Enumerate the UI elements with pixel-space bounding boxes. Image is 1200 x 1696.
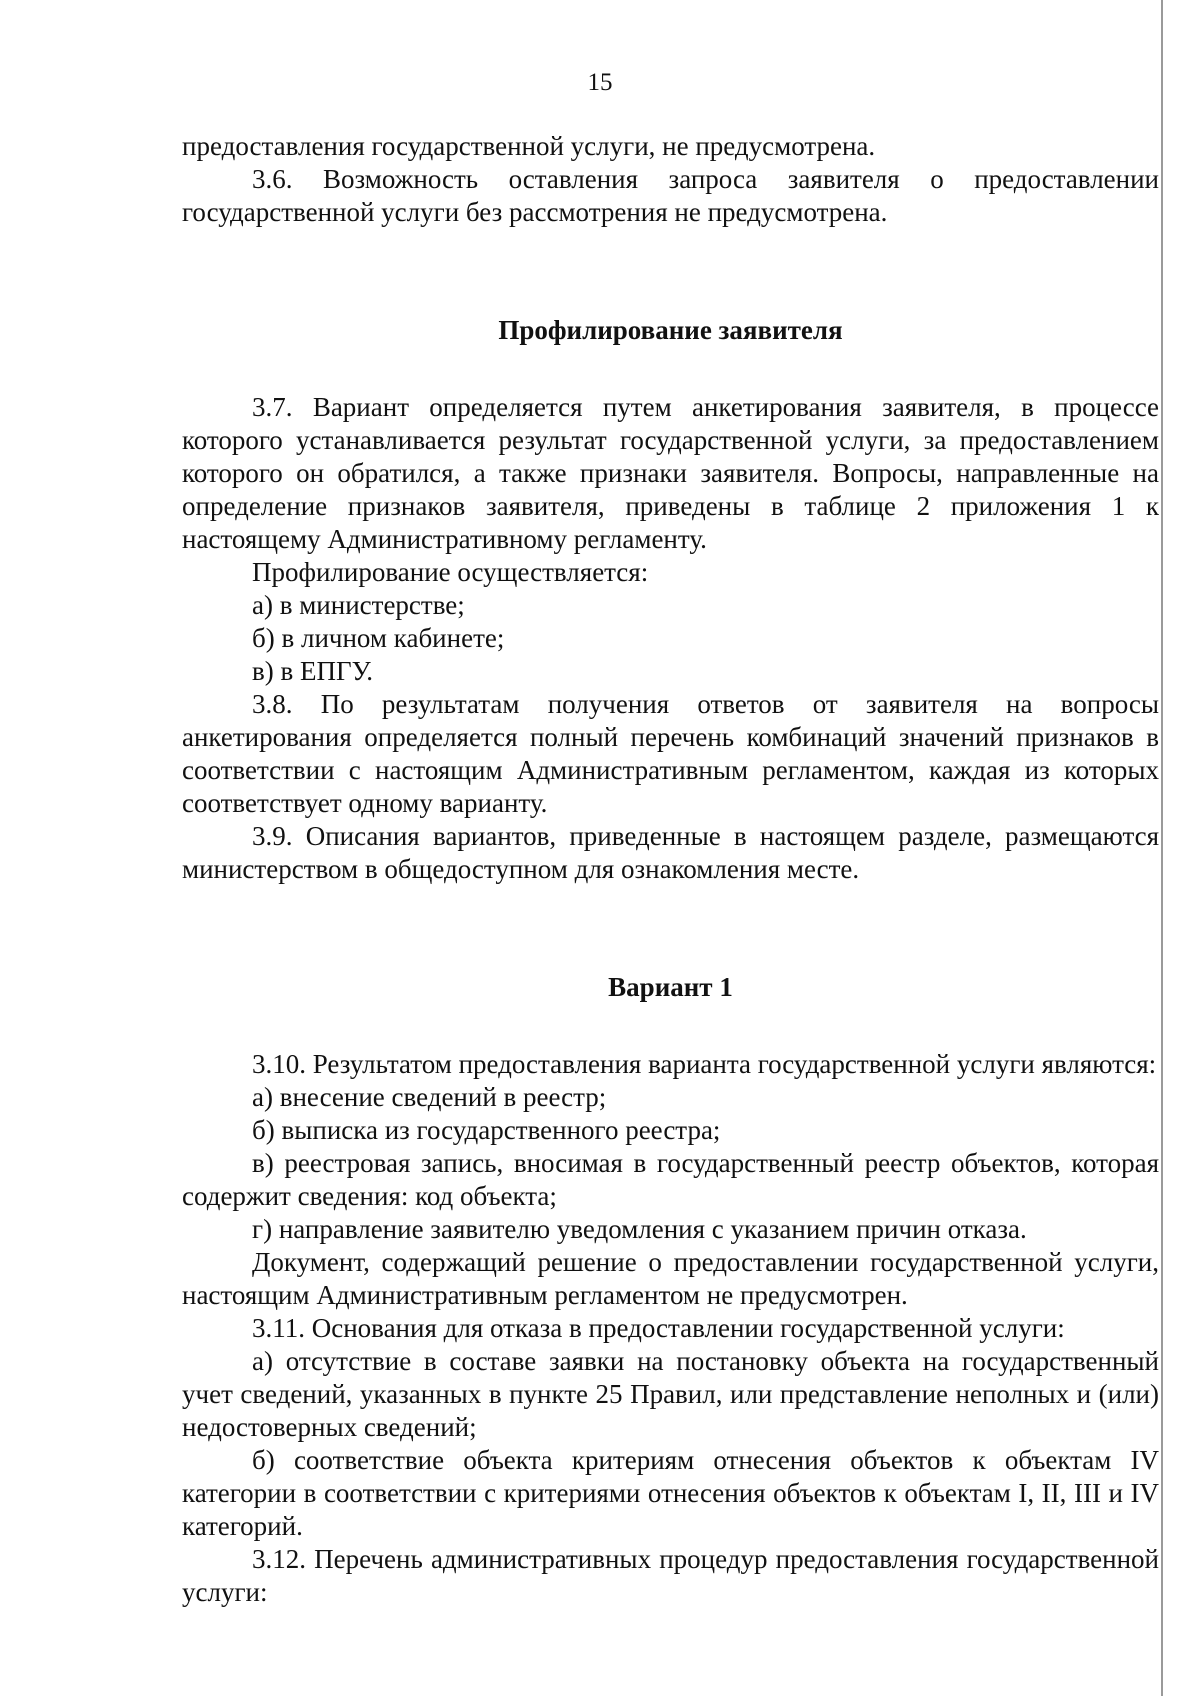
list-item: б) выписка из государственного реестра;: [252, 1115, 721, 1145]
page-number: 15: [587, 69, 613, 96]
paragraph: Профилирование осуществляется:: [252, 557, 649, 587]
paragraph: предоставления государственной услуги, не предусмотрена.: [182, 131, 876, 161]
list-item: а) отсутствие в составе заявки на постановку объекта на государственный учет сведений, указанных в пункте 25 Правил, или представление неполных и (или) недостоверных сведений;: [182, 1346, 1159, 1442]
scan-edge-line: [1161, 0, 1163, 1696]
list-item: б) в личном кабинете;: [252, 623, 505, 653]
paragraph: 3.7. Вариант определяется путем анкетирования заявителя, в процессе которого устанавливается результат государственной услуги, за предоставлением которого он обратился, а также признаки заявителя. Вопросы, направленные на определение признаков заявителя, приведены в таблице 2 приложения 1 к настоящему Административному регламенту.: [182, 392, 1159, 554]
list-item: в) реестровая запись, вносимая в государственный реестр объектов, которая содержит сведения: код объекта;: [182, 1148, 1159, 1211]
paragraph: 3.11. Основания для отказа в предоставлении государственной услуги:: [252, 1313, 1065, 1343]
paragraph: Документ, содержащий решение о предоставлении государственной услуги, настоящим Административным регламентом не предусмотрен.: [182, 1247, 1159, 1310]
list-item: г) направление заявителю уведомления с указанием причин отказа.: [252, 1214, 1027, 1244]
paragraph: 3.12. Перечень административных процедур предоставления государственной услуги:: [182, 1544, 1159, 1607]
section-heading-profiling: Профилирование заявителя: [498, 315, 843, 345]
paragraph: 3.9. Описания вариантов, приведенные в настоящем разделе, размещаются министерством в общедоступном для ознакомления месте.: [182, 821, 1159, 884]
list-item: а) в министерстве;: [252, 590, 465, 620]
section-heading-variant: Вариант 1: [608, 972, 733, 1002]
paragraph: 3.8. По результатам получения ответов от заявителя на вопросы анкетирования определяется полный перечень комбинаций значений признаков в соответствии с настоящим Административным регламентом, каждая из которых соответствует одному варианту.: [182, 689, 1159, 818]
paragraph: 3.10. Результатом предоставления варианта государственной услуги являются:: [252, 1049, 1157, 1079]
list-item: а) внесение сведений в реестр;: [252, 1082, 607, 1112]
list-item: б) соответствие объекта критериям отнесения объектов к объектам IV категории в соответствии с критериями отнесения объектов к объектам I, II, III и IV категорий.: [182, 1445, 1159, 1541]
list-item: в) в ЕПГУ.: [252, 656, 374, 686]
paragraph: 3.6. Возможность оставления запроса заявителя о предоставлении государственной услуги без рассмотрения не предусмотрена.: [182, 164, 1159, 227]
document-body: [182, 130, 1159, 1609]
